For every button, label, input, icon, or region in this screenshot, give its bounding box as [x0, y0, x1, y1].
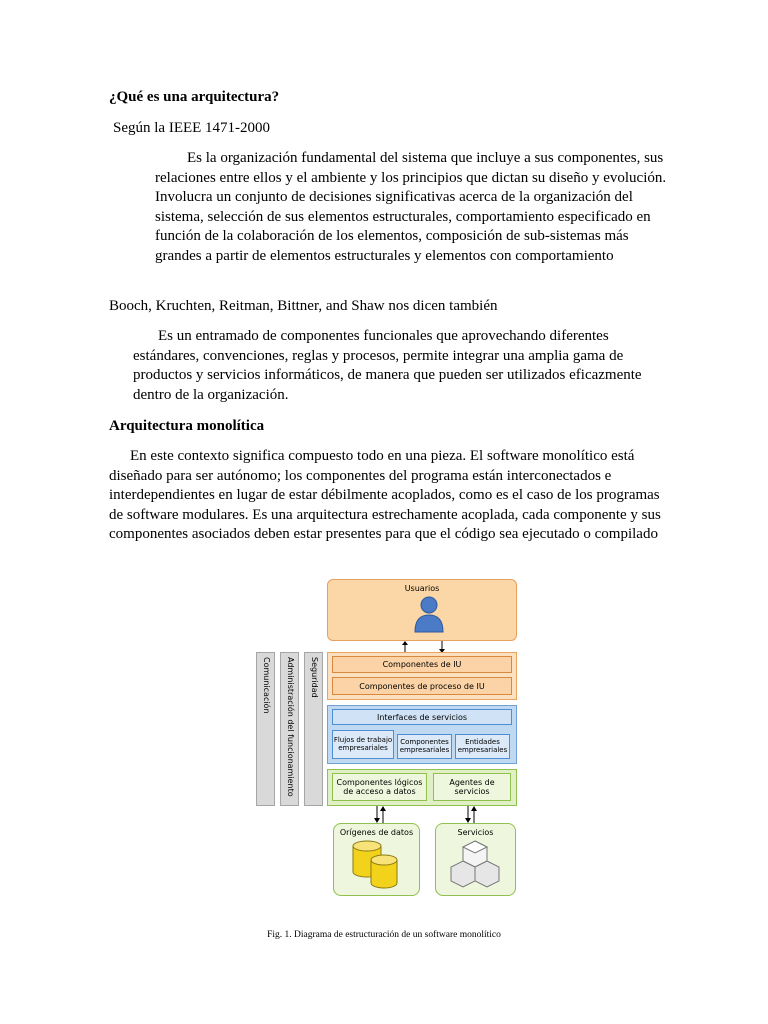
booch-authors-line: Booch, Kruchten, Reitman, Bittner, and Shaw nos dicen también: [109, 298, 498, 314]
data-logic-box: Componentes lógicos de acceso a datos: [332, 773, 427, 801]
service-interfaces-box: Interfaces de servicios: [332, 709, 512, 725]
bottom-arrows: [365, 806, 485, 824]
business-entities-box: Entidades empresariales: [455, 734, 510, 759]
heading-que-es-arquitectura: ¿Qué es una arquitectura?: [109, 89, 280, 105]
monolithic-paragraph: En este contexto significa compuesto todo en una pieza. El software monolítico está diseñado para ser autónomo; los componentes del programa están interconectados e interdependientes en lugar de estar débilmente acoplados, como es el caso de los programas de software modulares. Es una arquitectura estrechamente acoplada, cada componente y sus componentes asociados deben estar presentes para que el código sea ejecutado o compilado: [109, 448, 661, 543]
business-components-box: Componentes empresariales: [397, 734, 452, 759]
sidebar-administracion: Administración del funcionamiento: [280, 652, 299, 806]
architecture-diagram: [250, 575, 520, 900]
database-icon: [351, 838, 403, 890]
services-box: Servicios: [435, 823, 516, 896]
services-cubes-icon: [450, 839, 500, 889]
booch-definition-quote: Es un entramado de componentes funcionales que aprovechando diferentes estándares, convenciones, reglas y procesos, permite integrar una amplia gama de productos y servicios informáticos, de manera que pueden ser utilizados eficazmente dentro de la organización.: [133, 328, 642, 403]
heading-arquitectura-monolitica: Arquitectura monolítica: [109, 418, 265, 434]
users-label: Usuarios: [404, 584, 440, 593]
ieee-definition-quote: Es la organización fundamental del sistema que incluye a sus componentes, sus relaciones entre ellos y el ambiente y los principios que dictan su diseño y evolución. Involucra un conjunto de decisiones significativas acerca de la organización del sistema, selección de sus elementos estructurales, comportamiento especificado en función de la colaboración de los elementos, composición de sub-sistemas más grandes a partir de elementos estructurales y elementos con comportamiento: [155, 150, 667, 264]
sidebar-comunicacion: Comunicación: [256, 652, 275, 806]
sidebar-seguridad: Seguridad: [304, 652, 323, 806]
figure-caption: Fig. 1. Diagrama de estructuración de un software monolítico: [267, 929, 501, 940]
ieee-reference-line: Según la IEEE 1471-2000: [113, 120, 271, 136]
ui-components-box: Componentes de IU: [332, 656, 512, 673]
data-sources-box: Orígenes de datos: [333, 823, 420, 896]
workflows-box: Flujos de trabajo empresariales: [332, 730, 394, 759]
ui-process-box: Componentes de proceso de IU: [332, 677, 512, 695]
user-icon: [412, 595, 446, 633]
service-agents-box: Agentes de servicios: [433, 773, 511, 801]
